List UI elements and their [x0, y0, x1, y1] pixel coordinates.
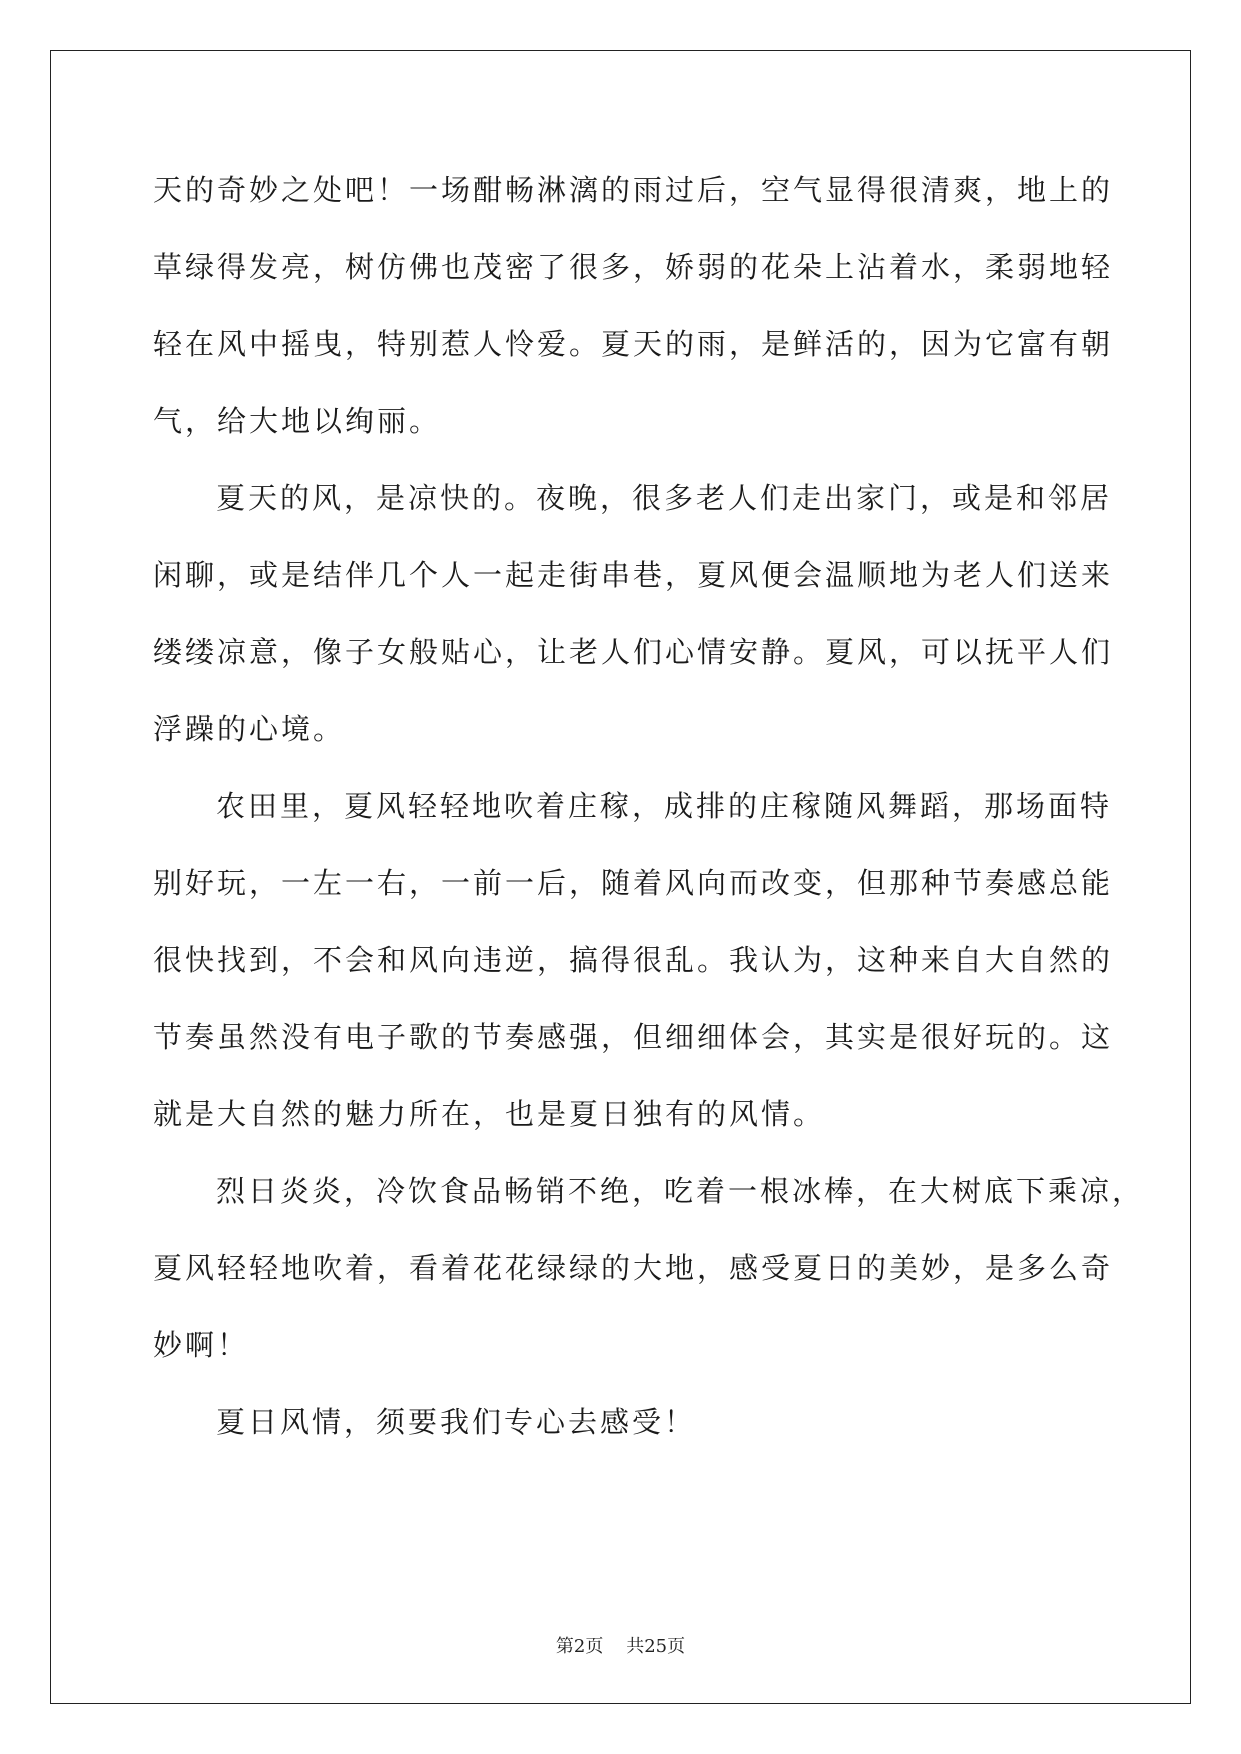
page-footer: [0, 1632, 1241, 1658]
text-line: 很快找到，不会和风向违逆，搞得很乱。我认为，这种来自大自然的: [153, 943, 1114, 977]
text-line: 节奏虽然没有电子歌的节奏感强，但细细体会，其实是很好玩的。这: [153, 1020, 1114, 1054]
document-body: [153, 162, 1145, 1471]
text-line: 轻在风中摇曳，特别惹人怜爱。夏天的雨，是鲜活的，因为它富有朝: [153, 327, 1114, 361]
text-line: 别好玩，一左一右，一前一后，随着风向而改变，但那种节奏感总能: [153, 866, 1114, 900]
text-line: 夏日风情，须要我们专心去感受！: [216, 1405, 697, 1439]
text-line: 天的奇妙之处吧！一场酣畅淋漓的雨过后，空气显得很清爽，地上的: [153, 173, 1114, 207]
text-line: 妙啊！: [153, 1328, 250, 1362]
text-line: 浮躁的心境。: [153, 712, 346, 746]
text-line: 夏天的风，是凉快的。夜晚，很多老人们走出家门，或是和邻居: [216, 481, 1113, 515]
text-line: 闲聊，或是结伴几个人一起走街串巷，夏风便会温顺地为老人们送来: [153, 558, 1114, 592]
text-line: 缕缕凉意，像子女般贴心，让老人们心情安静。夏风，可以抚平人们: [153, 635, 1114, 669]
page-number: 第2页: [555, 1636, 604, 1657]
text-line: 夏风轻轻地吹着，看着花花绿绿的大地，感受夏日的美妙，是多么奇: [153, 1251, 1114, 1285]
text-line: 草绿得发亮，树仿佛也茂密了很多，娇弱的花朵上沾着水，柔弱地轻: [153, 250, 1114, 284]
total-pages: 共25页: [626, 1636, 686, 1657]
text-line: 就是大自然的魅力所在，也是夏日独有的风情。: [153, 1097, 826, 1131]
text-line: 烈日炎炎，冷饮食品畅销不绝，吃着一根冰棒，在大树底下乘凉，: [216, 1174, 1145, 1208]
text-line: 农田里，夏风轻轻地吹着庄稼，成排的庄稼随风舞蹈，那场面特: [216, 789, 1113, 823]
text-line: 气，给大地以绚丽。: [153, 404, 442, 438]
